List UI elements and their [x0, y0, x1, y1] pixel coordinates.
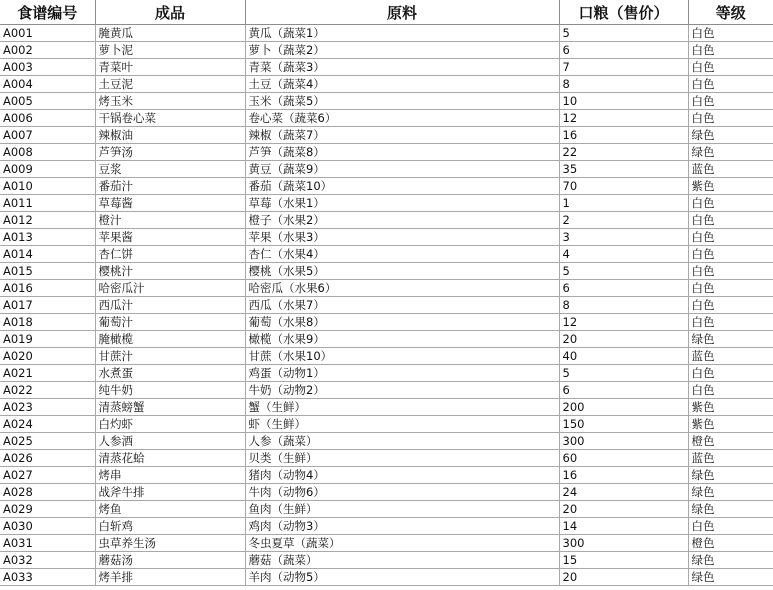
header-row [0, 0, 773, 25]
cell-recipe-id[interactable]: A006 [0, 110, 95, 127]
cell-grade[interactable]: 绿色 [688, 467, 773, 484]
table-row [0, 212, 773, 229]
cell-recipe-id[interactable]: A023 [0, 399, 95, 416]
cell-ingredient[interactable]: 苹果（水果3） [245, 229, 559, 246]
cell-ingredient[interactable]: 橄榄（水果9） [245, 331, 559, 348]
cell-grade[interactable]: 白色 [688, 195, 773, 212]
cell-ingredient[interactable]: 猪肉（动物4） [245, 467, 559, 484]
cell-price[interactable]: 3 [559, 229, 688, 246]
cell-recipe-id[interactable]: A017 [0, 297, 95, 314]
cell-grade[interactable]: 白色 [688, 297, 773, 314]
cell-product[interactable]: 清蒸螃蟹 [95, 399, 245, 416]
table-row [0, 25, 773, 42]
table-row [0, 348, 773, 365]
cell-recipe-id[interactable]: A018 [0, 314, 95, 331]
cell-product[interactable]: 烤鱼 [95, 501, 245, 518]
cell-price[interactable]: 12 [559, 110, 688, 127]
cell-product[interactable]: 蘑菇汤 [95, 552, 245, 569]
cell-ingredient[interactable]: 玉米（蔬菜5） [245, 93, 559, 110]
table-row [0, 161, 773, 178]
cell-product[interactable]: 腌橄榄 [95, 331, 245, 348]
cell-recipe-id[interactable]: A028 [0, 484, 95, 501]
cell-recipe-id[interactable]: A003 [0, 59, 95, 76]
cell-grade[interactable]: 绿色 [688, 501, 773, 518]
cell-grade[interactable]: 白色 [688, 314, 773, 331]
cell-recipe-id[interactable]: A019 [0, 331, 95, 348]
table-row [0, 467, 773, 484]
cell-grade[interactable]: 绿色 [688, 484, 773, 501]
cell-product[interactable]: 番茄汁 [95, 178, 245, 195]
cell-product[interactable]: 杏仁饼 [95, 246, 245, 263]
cell-grade[interactable]: 白色 [688, 110, 773, 127]
cell-product[interactable]: 清蒸花蛤 [95, 450, 245, 467]
table-row [0, 518, 773, 535]
cell-grade[interactable]: 白色 [688, 280, 773, 297]
table-row [0, 263, 773, 280]
header-ingredient[interactable]: 原料 [245, 0, 559, 25]
cell-price[interactable]: 6 [559, 382, 688, 399]
table-row [0, 535, 773, 552]
table-row [0, 552, 773, 569]
cell-product[interactable]: 苹果酱 [95, 229, 245, 246]
cell-product[interactable]: 甘蔗汁 [95, 348, 245, 365]
cell-recipe-id[interactable]: A002 [0, 42, 95, 59]
cell-price[interactable]: 300 [559, 433, 688, 450]
table-row [0, 229, 773, 246]
cell-product[interactable]: 白灼虾 [95, 416, 245, 433]
table-row [0, 501, 773, 518]
cell-grade[interactable]: 紫色 [688, 399, 773, 416]
cell-recipe-id[interactable]: A015 [0, 263, 95, 280]
cell-ingredient[interactable]: 樱桃（水果5） [245, 263, 559, 280]
cell-ingredient[interactable]: 辣椒（蔬菜7） [245, 127, 559, 144]
cell-price[interactable]: 8 [559, 76, 688, 93]
cell-recipe-id[interactable]: A012 [0, 212, 95, 229]
cell-ingredient[interactable]: 芦笋（蔬菜8） [245, 144, 559, 161]
cell-price[interactable]: 16 [559, 127, 688, 144]
cell-ingredient[interactable]: 牛肉（动物6） [245, 484, 559, 501]
cell-grade[interactable]: 绿色 [688, 144, 773, 161]
cell-price[interactable]: 16 [559, 467, 688, 484]
cell-recipe-id[interactable]: A013 [0, 229, 95, 246]
cell-grade[interactable]: 蓝色 [688, 348, 773, 365]
cell-recipe-id[interactable]: A009 [0, 161, 95, 178]
cell-grade[interactable]: 橙色 [688, 433, 773, 450]
cell-grade[interactable]: 白色 [688, 246, 773, 263]
cell-price[interactable]: 5 [559, 263, 688, 280]
cell-ingredient[interactable]: 人参（蔬菜） [245, 433, 559, 450]
table-row [0, 331, 773, 348]
cell-ingredient[interactable]: 青菜（蔬菜3） [245, 59, 559, 76]
cell-price[interactable]: 12 [559, 314, 688, 331]
cell-ingredient[interactable]: 橙子（水果2） [245, 212, 559, 229]
cell-product[interactable]: 人参酒 [95, 433, 245, 450]
cell-ingredient[interactable]: 葡萄（水果8） [245, 314, 559, 331]
cell-ingredient[interactable]: 蘑菇（蔬菜） [245, 552, 559, 569]
cell-price[interactable]: 22 [559, 144, 688, 161]
cell-ingredient[interactable]: 冬虫夏草（蔬菜） [245, 535, 559, 552]
cell-recipe-id[interactable]: A014 [0, 246, 95, 263]
table-row [0, 399, 773, 416]
table-row [0, 42, 773, 59]
cell-price[interactable]: 4 [559, 246, 688, 263]
cell-product[interactable]: 哈密瓜汁 [95, 280, 245, 297]
header-product[interactable]: 成品 [95, 0, 245, 25]
cell-price[interactable]: 200 [559, 399, 688, 416]
cell-price[interactable]: 2 [559, 212, 688, 229]
cell-product[interactable]: 烤串 [95, 467, 245, 484]
cell-grade[interactable]: 白色 [688, 93, 773, 110]
cell-product[interactable]: 土豆泥 [95, 76, 245, 93]
table-row [0, 280, 773, 297]
header-grade[interactable]: 等级 [688, 0, 773, 25]
cell-grade[interactable]: 绿色 [688, 127, 773, 144]
cell-recipe-id[interactable]: A011 [0, 195, 95, 212]
header-price[interactable]: 口粮（售价） [559, 0, 688, 25]
cell-product[interactable]: 西瓜汁 [95, 297, 245, 314]
cell-ingredient[interactable]: 蟹（生鲜） [245, 399, 559, 416]
cell-grade[interactable]: 紫色 [688, 178, 773, 195]
cell-grade[interactable]: 白色 [688, 518, 773, 535]
cell-price[interactable]: 5 [559, 365, 688, 382]
cell-recipe-id[interactable]: A007 [0, 127, 95, 144]
cell-recipe-id[interactable]: A008 [0, 144, 95, 161]
cell-ingredient[interactable]: 黄豆（蔬菜9） [245, 161, 559, 178]
cell-price[interactable]: 6 [559, 42, 688, 59]
cell-recipe-id[interactable]: A032 [0, 552, 95, 569]
table-body [0, 25, 773, 586]
cell-ingredient[interactable]: 贝类（生鲜） [245, 450, 559, 467]
cell-product[interactable]: 青菜叶 [95, 59, 245, 76]
cell-product[interactable]: 纯牛奶 [95, 382, 245, 399]
cell-price[interactable]: 8 [559, 297, 688, 314]
table-row [0, 450, 773, 467]
cell-ingredient[interactable]: 西瓜（水果7） [245, 297, 559, 314]
cell-price[interactable]: 7 [559, 59, 688, 76]
cell-ingredient[interactable]: 鸡蛋（动物1） [245, 365, 559, 382]
cell-price[interactable]: 1 [559, 195, 688, 212]
cell-price[interactable]: 300 [559, 535, 688, 552]
table-row [0, 297, 773, 314]
table-row [0, 59, 773, 76]
cell-product[interactable]: 干锅卷心菜 [95, 110, 245, 127]
cell-grade[interactable]: 蓝色 [688, 450, 773, 467]
cell-product[interactable]: 战斧牛排 [95, 484, 245, 501]
table-row [0, 416, 773, 433]
cell-grade[interactable]: 白色 [688, 229, 773, 246]
cell-recipe-id[interactable]: A001 [0, 25, 95, 42]
cell-product[interactable]: 葡萄汁 [95, 314, 245, 331]
cell-ingredient[interactable]: 卷心菜（蔬菜6） [245, 110, 559, 127]
cell-price[interactable]: 5 [559, 25, 688, 42]
cell-ingredient[interactable]: 牛奶（动物2） [245, 382, 559, 399]
cell-recipe-id[interactable]: A030 [0, 518, 95, 535]
cell-grade[interactable]: 白色 [688, 25, 773, 42]
cell-price[interactable]: 60 [559, 450, 688, 467]
table-row [0, 76, 773, 93]
header-recipe-id[interactable]: 食谱编号 [0, 0, 95, 25]
cell-recipe-id[interactable]: A031 [0, 535, 95, 552]
cell-price[interactable]: 24 [559, 484, 688, 501]
cell-recipe-id[interactable]: A026 [0, 450, 95, 467]
table-row [0, 144, 773, 161]
cell-price[interactable]: 40 [559, 348, 688, 365]
cell-ingredient[interactable]: 甘蔗（水果10） [245, 348, 559, 365]
cell-price[interactable]: 10 [559, 93, 688, 110]
cell-grade[interactable]: 白色 [688, 365, 773, 382]
cell-price[interactable]: 35 [559, 161, 688, 178]
cell-ingredient[interactable]: 哈密瓜（水果6） [245, 280, 559, 297]
cell-ingredient[interactable]: 鱼肉（生鲜） [245, 501, 559, 518]
cell-price[interactable]: 6 [559, 280, 688, 297]
cell-product[interactable]: 腌黄瓜 [95, 25, 245, 42]
cell-recipe-id[interactable]: A029 [0, 501, 95, 518]
cell-product[interactable]: 橙汁 [95, 212, 245, 229]
cell-grade[interactable]: 白色 [688, 76, 773, 93]
cell-product[interactable]: 水煮蛋 [95, 365, 245, 382]
table-row [0, 110, 773, 127]
cell-recipe-id[interactable]: A025 [0, 433, 95, 450]
table-row [0, 93, 773, 110]
table-row [0, 246, 773, 263]
cell-recipe-id[interactable]: A024 [0, 416, 95, 433]
cell-product[interactable]: 烤羊排 [95, 569, 245, 586]
table-row [0, 433, 773, 450]
table-row [0, 484, 773, 501]
table-row [0, 127, 773, 144]
cell-product[interactable]: 白斩鸡 [95, 518, 245, 535]
cell-product[interactable]: 虫草养生汤 [95, 535, 245, 552]
cell-grade[interactable]: 白色 [688, 382, 773, 399]
cell-ingredient[interactable]: 黄瓜（蔬菜1） [245, 25, 559, 42]
cell-ingredient[interactable]: 鸡肉（动物3） [245, 518, 559, 535]
cell-grade[interactable]: 紫色 [688, 416, 773, 433]
cell-ingredient[interactable]: 虾（生鲜） [245, 416, 559, 433]
table-row [0, 382, 773, 399]
cell-recipe-id[interactable]: A004 [0, 76, 95, 93]
cell-grade[interactable]: 白色 [688, 42, 773, 59]
cell-recipe-id[interactable]: A016 [0, 280, 95, 297]
cell-ingredient[interactable]: 萝卜（蔬菜2） [245, 42, 559, 59]
cell-ingredient[interactable]: 羊肉（动物5） [245, 569, 559, 586]
cell-grade[interactable]: 绿色 [688, 569, 773, 586]
cell-recipe-id[interactable]: A033 [0, 569, 95, 586]
cell-product[interactable]: 烤玉米 [95, 93, 245, 110]
table-row [0, 195, 773, 212]
cell-recipe-id[interactable]: A027 [0, 467, 95, 484]
cell-recipe-id[interactable]: A005 [0, 93, 95, 110]
cell-grade[interactable]: 蓝色 [688, 161, 773, 178]
cell-recipe-id[interactable]: A022 [0, 382, 95, 399]
table-row [0, 569, 773, 586]
cell-price[interactable]: 20 [559, 501, 688, 518]
cell-grade[interactable]: 绿色 [688, 331, 773, 348]
cell-ingredient[interactable]: 草莓（水果1） [245, 195, 559, 212]
cell-product[interactable]: 萝卜泥 [95, 42, 245, 59]
cell-grade[interactable]: 白色 [688, 59, 773, 76]
cell-price[interactable]: 20 [559, 569, 688, 586]
cell-grade[interactable]: 白色 [688, 263, 773, 280]
cell-grade[interactable]: 白色 [688, 212, 773, 229]
cell-grade[interactable]: 橙色 [688, 535, 773, 552]
table-row [0, 178, 773, 195]
cell-recipe-id[interactable]: A021 [0, 365, 95, 382]
cell-ingredient[interactable]: 杏仁（水果4） [245, 246, 559, 263]
cell-product[interactable]: 芦笋汤 [95, 144, 245, 161]
cell-product[interactable]: 辣椒油 [95, 127, 245, 144]
cell-grade[interactable]: 绿色 [688, 552, 773, 569]
cell-ingredient[interactable]: 番茄（蔬菜10） [245, 178, 559, 195]
cell-price[interactable]: 70 [559, 178, 688, 195]
cell-ingredient[interactable]: 土豆（蔬菜4） [245, 76, 559, 93]
cell-product[interactable]: 豆浆 [95, 161, 245, 178]
cell-price[interactable]: 15 [559, 552, 688, 569]
cell-price[interactable]: 14 [559, 518, 688, 535]
cell-product[interactable]: 樱桃汁 [95, 263, 245, 280]
cell-recipe-id[interactable]: A020 [0, 348, 95, 365]
cell-price[interactable]: 20 [559, 331, 688, 348]
cell-recipe-id[interactable]: A010 [0, 178, 95, 195]
cell-price[interactable]: 150 [559, 416, 688, 433]
table-row [0, 314, 773, 331]
table-row [0, 365, 773, 382]
cell-product[interactable]: 草莓酱 [95, 195, 245, 212]
